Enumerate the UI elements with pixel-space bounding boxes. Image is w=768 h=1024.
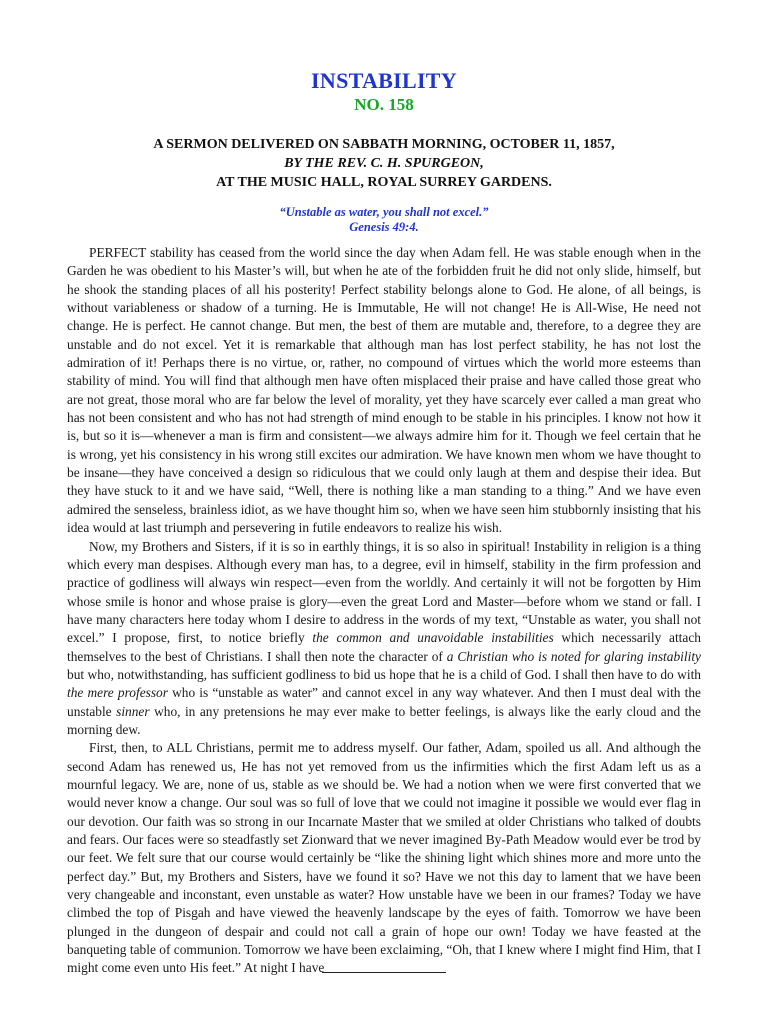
paragraph-1: PERFECT stability has ceased from the world since the day when Adam fell. He was stable enough when in the Garden he was obedient to his Master’s will, but when he ate of the forbidden fruit he did not only slide, himself, but he shook the standing places of all his posterity! Perfect stability belongs alone to God. He alone, of all beings, is without variableness or shadow of a turning. He is Immutable, He will not change! He is All-Wise, He need not change. He is perfect. He cannot change. But men, the best of them are mutable and, therefore, to a degree they are unstable and do not excel. Yet it is remarkable that although man has lost perfect stability, he has not lost the admiration of it! Perhaps there is no virtue, or, rather, no compound of virtues which the world more esteems than stability of mind. You will find that although men have often misplaced their praise and have called those great who are not great, those moral who are far below the level of morality, yet they have scarcely ever called a man great who has not been consistent and who has not had strength of mind enough to be stable in his principles. I know not how it is, but so it is—whenever a man is firm and consistent—we always admire him for it. Though we feel certain that he is wrong, yet his consistency in his wrong still excites our admiration. We have known men whom we have thought to be insane—they have conceived a design so ridiculous that we could only laugh at them and despise their idea. But they have stuck to it and we have said, “Well, there is nothing like a man standing to a thing.” And we have even admired the senseless, brainless idiot, as we have thought him so, when we have seen him stubbornly insisting that his idea would at last triumph and persevering in futile endeavors to realize his wish. <box>67 245 701 536</box>
scripture-quote: “Unstable as water, you shall not excel.” <box>279 205 489 219</box>
paragraph-2-text-a: Now, my Brothers and Sisters, if it is so in earthly things, it is so also in spiritual! Instability in religion is a thing which every man despises. Although every man has, to a degree, evil in himself, stability in the firm profession and practice of godliness will always win respect—even from the worldly. And certainly it will not be forgotten by Him whose smile is honor and whose praise is glory—even the great Lord and Master—before whom we stand or fall. I have many characters here today whom I desire to address in the words of my text, “Unstable as water, you shall not excel.” I propose, first, to notice briefly <box>67 538 701 646</box>
paragraph-2-text-b: which necessarily attach themselves to the best of Christians. I shall then note the character of <box>67 630 701 664</box>
sermon-header <box>0 135 768 192</box>
footer-rule <box>322 972 446 973</box>
delivery-line: A SERMON DELIVERED ON SABBATH MORNING, OCTOBER 11, 1857, <box>153 137 615 152</box>
paragraph-2-emphasis-2: a Christian who is noted for glaring instability <box>446 648 701 664</box>
paragraph-2-emphasis-4: sinner <box>116 703 150 719</box>
venue-line: AT THE MUSIC HALL, ROYAL SURREY GARDENS. <box>216 175 552 190</box>
sermon-title: INSTABILITY <box>311 68 457 93</box>
paragraph-2-text-e: who, in any pretensions he may ever make to better feelings, is always like the early cloud and the morning dew. <box>67 703 701 737</box>
paragraph-2 <box>67 538 701 740</box>
paragraph-2-text-d: who is “unstable as water” and cannot excel in any way whatever. And then I must deal with the unstable <box>67 685 701 719</box>
paragraph-2-text-c: but who, notwithstanding, has sufficient godliness to bid us hope that he is a child of God. I shall then have to do with <box>67 666 701 682</box>
preacher-line: BY THE REV. C. H. SPURGEON, <box>284 156 484 171</box>
sermon-number: NO. 158 <box>354 95 414 114</box>
sermon-body <box>67 244 701 978</box>
scripture-reference: Genesis 49:4. <box>349 220 419 234</box>
paragraph-2-emphasis-3: the mere professor <box>67 685 168 701</box>
paragraph-2-emphasis-1: the common and unavoidable instabilities <box>312 630 554 646</box>
scripture-text <box>0 205 768 235</box>
paragraph-3: First, then, to ALL Christians, permit me to address myself. Our father, Adam, spoiled us all. And although the second Adam has renewed us, He has not yet removed from us the infirmities which the first Adam left us as a mournful legacy. We are, none of us, stable as we should be. We had a notion when we were first converted that we would never know a change. Our soul was so full of love that we could not imagine it possible we would ever flag in our devotion. Our faith was so strong in our Incarnate Master that we smiled at older Christians who talked of doubts and fears. Our faces were so steadfastly set Zionward that we never imagined By-Path Meadow would ever be trod by our feet. We felt sure that our course would certainly be “like the shining light which shines more and more unto the perfect day.” But, my Brothers and Sisters, have we found it so? Have we not this day to lament that we have been very changeable and inconstant, even unstable as water? How unstable have we been in our frames? Today we have climbed the top of Pisgah and have viewed the heavenly landscape by the eyes of faith. Tomorrow we have been plunged in the dungeon of despair and could not call a grain of hope our own! Today we have feasted at the banqueting table of communion. Tomorrow we have been exclaiming, “Oh, that I knew where I might find Him, that I might come even unto His feet.” At night I have <box>67 740 701 976</box>
